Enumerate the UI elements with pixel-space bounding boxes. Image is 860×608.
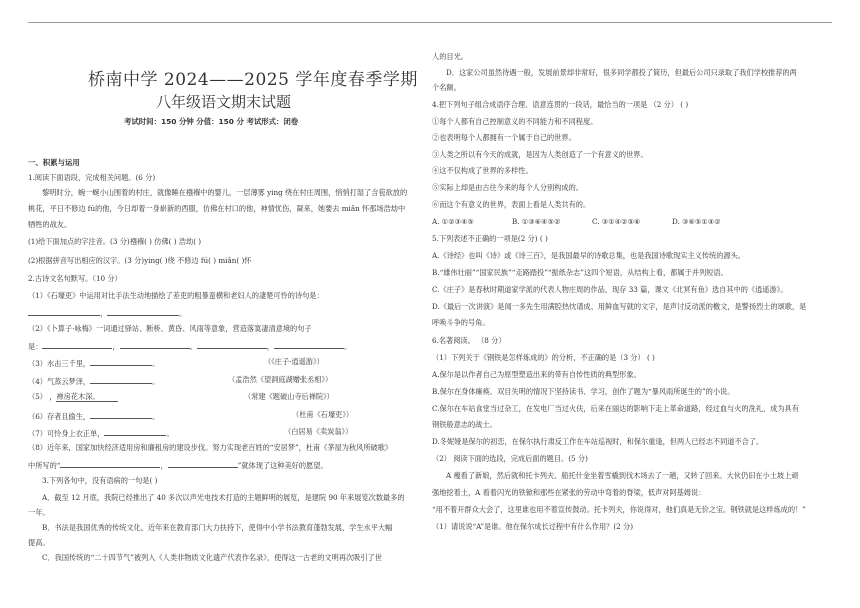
option-d-cont: 个名额。 [432, 83, 461, 92]
answer-blank-row: 中所写的“ ， ”就体现了这种美好的愿望。 [28, 461, 328, 470]
answer-blank[interactable] [90, 375, 152, 384]
answer-blank[interactable] [56, 393, 118, 404]
poem-line: （3）水击三千里， [28, 359, 91, 368]
answer-blank[interactable] [197, 340, 267, 349]
question-1-2: (2)根据拼音写出相应的汉字。(3 分)ying( )绕 不修边 fú( ) miǎn( )怀 [28, 256, 252, 265]
poem-line: （6）存者且偷生， [28, 412, 91, 421]
question-5: 5.下列表述不正确的一项是(2 分) ( ) [432, 234, 548, 243]
passage-line: 牺牲的战友。 [28, 220, 72, 229]
answer-blank-row: （3）水击三千里， 。 [28, 359, 160, 368]
question-6: 6.名著阅读。 （8 分） [432, 336, 506, 345]
question-3: 3.下列各句中，没有语病的一句是( ) [42, 476, 158, 485]
sentence-item: ⑤实际上却是由古往今来的每个人分别构成的。 [432, 183, 583, 192]
answer-suffix: ”就体现了这种美好的愿望。 [237, 461, 328, 470]
question-1-1: (1)给下面加点的字注音。(3 分)襁褓( ) 仿佛( ) 浩劫( ) [28, 237, 202, 246]
top-rule [28, 22, 832, 23]
question-2-1: （1）《石壕吏》中运用对比手法生动地描绘了差吏的粗暴蛮横和老妇人的凄楚可怜的诗句是： [28, 291, 324, 300]
option-c: C.《庄子》是春秋时期道家学派的代表人物庄周的作品，现存 33 篇，课文《北冥有鱼》选自其中的《逍遥游》。 [432, 285, 788, 294]
option-d: D.《最后一次讲演》是闻一多先生用满腔热忱谱成、用鲜血写就的文字，是声讨反动派的檄文，是警扬烈士的颂歌，是 [432, 302, 807, 311]
option-d[interactable]: D. ③⑥⑤①④② [672, 217, 721, 226]
option-d: D.冬妮娅是保尔的初恋，在保尔执行肃反工作在车站巡视时，和保尔重逢，但两人已经志不同道不合了。 [432, 437, 764, 446]
question-4: 4.把下列句子组合成语序合理、语意连贯的一段话，最恰当的一项是 （2 分） ( ) [432, 100, 689, 109]
answer-blank[interactable] [168, 459, 238, 468]
question-2-8: （8）近年来，国家加快经济适用房和廉租房的建设步伐。努力实现老百姓的“安居梦”，杜甫《茅屋为秋风所破歌》 [28, 443, 393, 452]
question-1: 1.阅读下面语段，完成相关问题。(6 分) [28, 173, 156, 182]
exam-title: 桥南中学 2024——2025 学年度春季学期 [88, 70, 418, 90]
poem-source: （孟浩然《望洞庭湖赠张丞相》） [228, 375, 333, 384]
answer-blank[interactable] [274, 340, 344, 349]
poem-source: （《庄子·逍遥游》） [264, 357, 324, 366]
exam-subtitle: 八年级语文期末试题 [156, 93, 292, 111]
question-6-1: （1）下列关于《钢铁是怎样炼成的》的分析，不正确的是（3 分） ( ) [432, 353, 655, 362]
answer-blank[interactable] [90, 410, 152, 419]
option-b: B.“雄伟壮丽”“国家民族”“走路踏投”“振纸杂志”这四个短语，从结构上看，都属于并列短语。 [432, 268, 728, 277]
answer-prefix: 中所写的“ [28, 461, 61, 470]
exam-meta: 考试时间：150 分钟 分值：150 分 考试形式：闭卷 [124, 117, 299, 126]
excerpt-line: “用不着开群众大会了，这里谁也用不着宣传鼓动。托卡列夫，你说得对，他们真是无价之宝。钢铁就是这样炼成的！” [432, 505, 806, 514]
option-b-cont: 提高。 [28, 538, 50, 547]
answer-blank[interactable] [120, 340, 190, 349]
poem-source: （常建《题破山寺后禅院》） [244, 392, 334, 401]
sentence-item: ③人类之所以有今天的成就，是因为人类创造了一个有意义的世界。 [432, 150, 648, 159]
poem-line: （4）气蒸云梦泽， [28, 377, 91, 386]
option-d-cont: 呼唤斗争的号角。 [432, 318, 490, 327]
option-a: A．截至 12 月底，我院已经推出了 40 多次以声光电技术打造的主题鲜明的展览，是建院 90 年来展览次数最多的 [42, 493, 405, 502]
sentence-item: ②也表明每个人都拥有一个属于自己的世界。 [432, 133, 576, 142]
excerpt-line: A 瘦看了新娘，然后就和托卡列夫、船托什金坐着雪橇到伐木场去了一趟，又转了回来。大伙仍旧在小土坡上顽 [446, 471, 799, 480]
option-a: A.保尔是以作者自己为原型塑造出来的带有自传性质的典型形象。 [432, 370, 641, 379]
option-b[interactable]: B. ①③⑥④⑤② [512, 217, 561, 226]
option-b: B．书法是我国优秀的传统文化，近年来在教育部门大力扶持下，使得中小学书法教育蓬勃发展，学生水平大幅 [42, 523, 393, 532]
answer-blank-row: （4）气蒸云梦泽， 。 [28, 377, 160, 386]
answer-blank[interactable] [42, 340, 112, 349]
answer-blank-row: （6）存者且偷生， 。 [28, 412, 160, 421]
question-6-2-1: （1）请说说“A”是谁。他在保尔成长过程中有什么作用？(2 分) [432, 522, 634, 531]
answer-blank[interactable] [28, 307, 100, 316]
poem-line: （7）可怜身上衣正单， [28, 429, 105, 438]
answer-blank-row: ， 。 [28, 307, 186, 318]
question-2-2: （2）《卜算子·咏梅》一词通过驿站、断桥、黄昏、风雨等意象，营造落寞凄清意境的句子 [28, 324, 312, 333]
option-a[interactable]: A. ①②③④⑤ [432, 217, 474, 226]
options-row [432, 217, 752, 226]
option-b: B.保尔在身体瘫痪、双目失明的情况下坚持读书、学习，创作了题为“暴风雨所诞生的”的小说。 [432, 387, 735, 396]
option-c: C.保尔在车站食堂当过杂工，在发电厂当过火伕，后来在丽达的影响下走上革命道路，经过血与火的洗礼，成为具有 [432, 404, 799, 413]
passage-line: 桃花，平日不修边 fú的他，今日却着一身崭新的西服，仿佛在村口的他，神情忧伤，凝来，她要去 miǎn 怀那场浩劫中 [28, 204, 406, 213]
sentence-item: ⑥而这个有意义的世界，表面上看是人类共有的。 [432, 200, 591, 209]
answer-blank[interactable] [107, 307, 179, 316]
answer-blank-row: 是： ， 。 ， 。 [28, 342, 352, 351]
answer-blank[interactable] [60, 459, 160, 468]
poem-line: （5） ，禅房花木深。 [28, 392, 100, 401]
option-a-cont: 一年。 [28, 508, 50, 517]
poem-source: （白居易《卖炭翁》） [284, 427, 353, 436]
sentence-item: ①每个人都有自己控制意义的不同能力和不同程度。 [432, 117, 598, 126]
option-c: C．我国传统的“二十四节气”被列入《人类非物质文化遗产代表作名录》，使得这一古老的文明再次吸引了世 [42, 553, 382, 562]
passage-line: 黎明时分，蜿一蜒小山围着的村庄，就像睡在襁褓中的婴儿，一层薄雾 ying 绕在村庄周围，悄悄打湿了含苞欲放的 [42, 188, 408, 197]
answer-prefix: 是： [28, 342, 43, 351]
sentence-item: ④这不仅构成了世界的多样性。 [432, 166, 533, 175]
excerpt-line: 强地挖着土，A 看着闪光的铁锨和那些在紧张的劳动中弯着的脊梁，低声对阿基姆说： [432, 488, 706, 497]
answer-blank-row: （7）可怜身上衣正单， 。 [28, 429, 174, 438]
question-2: 2.古诗文名句默写。（10 分） [28, 274, 122, 283]
poem-source: （杜甫《石壕吏》） [292, 410, 354, 419]
option-c-cont: 钢铁般意志的战士。 [432, 420, 497, 429]
section-heading: 一、积累与运用 [28, 158, 80, 167]
answer-blank[interactable] [90, 357, 152, 366]
option-d: D．这家公司虽然待遇一般，发展前景却非常好，很多同学都投了简历，但最后公司只录取了我们学校推荐的两 [446, 68, 797, 77]
option-c[interactable]: C. ③①④②⑤⑥ [592, 217, 641, 226]
answer-blank[interactable] [104, 427, 166, 436]
option-a: A.《诗经》也叫《诗》或《诗三百》，是我国最早的诗歌总集，也是我国诗歌现实主义传统的源头。 [432, 251, 745, 260]
option-c-cont: 人的目光。 [432, 52, 468, 61]
question-6-2: （2） 阅读下面的选段，完成后面的题目。(5 分) [432, 454, 588, 463]
